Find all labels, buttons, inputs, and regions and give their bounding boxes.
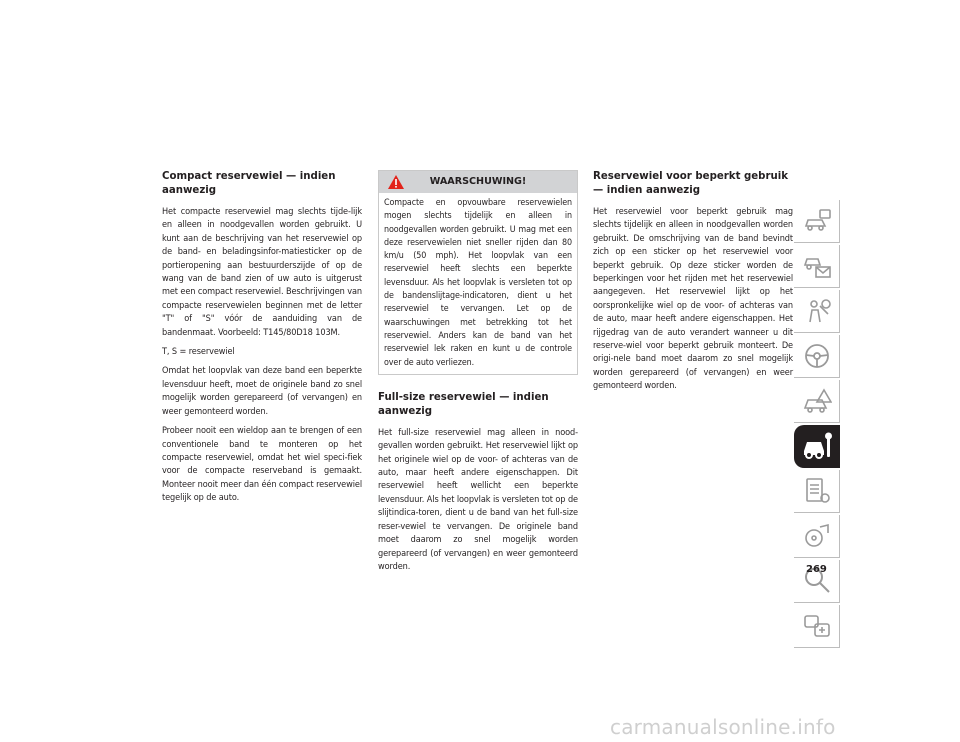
tab-car-info[interactable] [794,200,840,243]
tab-messages[interactable] [794,245,840,288]
steering-wheel-icon [802,341,832,371]
tab-safety[interactable] [794,290,840,333]
paragraph: Probeer nooit een wieldop aan te brengen of een conventionele band te monteren op het compacte reservewiel, omdat het wiel speci-fiek voor de compacte reserveband is gemaakt. Monteer nooit meer dan één compact reservewiel tegelijk op de auto. [162,426,362,504]
safety-icon [802,296,832,326]
paragraph: Het reservewiel voor beperkt gebruik mag slechts tijdelijk en alleen in noodgevallen worden gebruikt. De omschrijving van de band bevindt zich op een sticker op het reservewiel voor beperkt gebruik. Op deze sticker worden de beperkingen voor het rijden met het reservewiel aangegeven. Het reservewiel lijkt op het oorspronkelijke wiel op de voor- of achteras van de auto, maar heeft andere eigenschappen. Het rijgedrag van de auto verandert wanneer u dit reserve-wiel voor beperkt gebruik monteert. De origi-nele band moet daarom zo snel mogelijk worden gerepareerd (of vervangen) en weer gemonteerd worden. [593,207,793,392]
language-icon [802,611,832,641]
tab-maintenance[interactable] [794,425,840,468]
warning-header [379,171,577,193]
watermark: carmanualsonline.info [610,715,836,739]
warning-box [378,170,578,375]
car-info-icon [802,206,832,236]
tab-languages[interactable] [794,605,840,648]
chapter-tabs [794,200,840,650]
multimedia-icon [802,521,832,551]
car-messages-icon [802,251,832,281]
warning-body [379,193,577,374]
section-heading-full-size-spare: Full-size reservewiel — indien aanwezig [378,391,549,417]
tab-multimedia[interactable] [794,515,840,558]
emergency-car-icon [802,386,832,416]
warning-title: WAARSCHUWING! [429,176,527,187]
warning-triangle-icon [387,174,405,190]
tab-emergency[interactable] [794,380,840,423]
paragraph: Het full-size reservewiel mag alleen in nood-gevallen worden gebruikt. Het reservewiel lijkt op het originele wiel op de voor- of achteras van de auto, maar heeft andere eigenschappen. Dit reservewiel heeft wellicht een beperkte levensduur. Als het loopvlak is versleten tot op de slijtindica-toren, dient u de band van het full-size reser-vewiel te vervangen. De originele band moet daarom zo snel mogelijk worden gerepareerd (of vervangen) en weer gemonteerd worden. [378,427,578,572]
car-wrench-icon [802,431,834,461]
section-heading-compact-spare: Compact reservewiel — indien aanwezig [162,171,336,196]
column-3 [593,170,793,400]
column-2 [378,170,578,580]
page-number: 269 [806,564,827,575]
paragraph: Omdat het loopvlak van deze band een beperkte levensduur heeft, moet de originele band zo snel mogelijk worden gerepareerd (of vervangen) en weer gemonteerd worden. [162,366,362,417]
specifications-icon [802,476,832,506]
section-heading-limited-use-spare: Reservewiel voor beperkt gebruik — indien aanwezig [593,171,789,196]
column-1 [162,170,362,512]
warning-text: Compacte en opvouwbare reservewielen mogen slechts tijdelijk en alleen in noodgevallen worden gebruikt. U mag met een deze reservewielen niet sneller rijden dan 80 km/u (50 mph). Het loopvlak van een reservewiel heeft slechts een beperkte levensduur. Als het loopvlak is versleten tot op de bandenslijtage-indicatoren, dient u het reservewiel te vervangen. Let op de waarschuwingen met betrekking tot het reservewiel. Anders kan de band van het reservewiel lek raken en kunt u de controle over de auto verliezen. [384,198,572,368]
paragraph: T, S = reservewiel [162,347,235,358]
tab-specifications[interactable] [794,470,840,513]
paragraph: Het compacte reservewiel mag slechts tijde-lijk en alleen in noodgevallen worden gebruikt. U kunt aan de beschrijving van het reservewiel op de band- en beladingsinfor-matiesticker op de portieropening aan bestuurderszijde of op de wang van de band zien of uw auto is uitgerust met een compact reservewiel. Beschrijvingen van compacte reservewielen beginnen met de letter "T" of "S" vóór de aanduiding van de bandenmaat. Voorbeeld: T145/80D18 103M. [162,207,363,338]
tab-driving[interactable] [794,335,840,378]
